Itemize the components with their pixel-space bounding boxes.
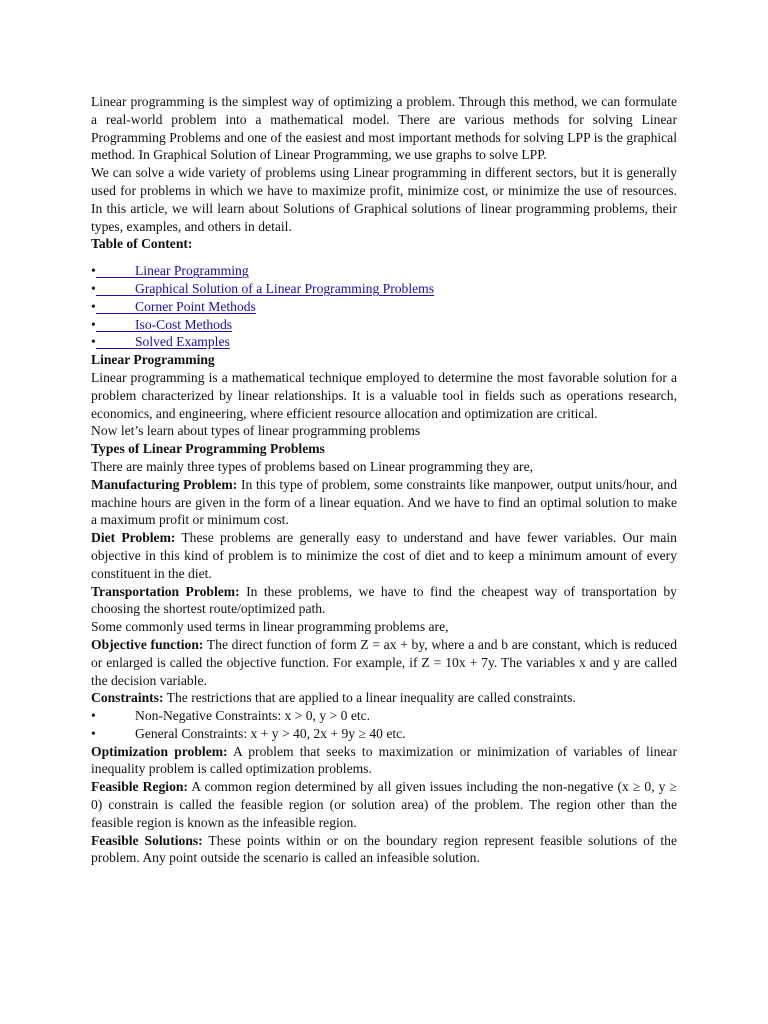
intro-paragraph-2: We can solve a wide variety of problems using Linear programming in different sectors, but it is generally used for problems in which we have to maximize profit, minimize cost, or minimize the use of resources. In this article, we will learn about Solutions of Graphical solutions of linear programming problems, their types, examples, and others in detail. bbox=[91, 165, 677, 234]
toc-link-solved-examples[interactable]: Solved Examples bbox=[135, 334, 230, 350]
toc-link-graphical-solution[interactable]: Graphical Solution of a Linear Programming Problems bbox=[135, 280, 435, 296]
optimization-paragraph bbox=[91, 743, 677, 779]
section-heading-linear-programming: Linear Programming bbox=[91, 352, 215, 368]
bullet-icon: • bbox=[91, 334, 96, 350]
manufacturing-label: Manufacturing Problem: bbox=[91, 476, 238, 492]
objective-paragraph bbox=[91, 636, 677, 689]
bullet-icon: • bbox=[91, 708, 96, 724]
constraints-text: The restrictions that are applied to a linear inequality are called constraints. bbox=[163, 690, 576, 706]
feasible-solutions-label: Feasible Solutions: bbox=[91, 832, 203, 848]
intro-paragraph-1: Linear programming is the simplest way of optimizing a problem. Through this method, we can formulate a real-world problem into a mathematical model. There are various methods for solving Linear Programming Problems and one of the easiest and most important methods for solving LPP is the graphical method. In Graphical Solution of Linear Programming, we use graphs to solve LPP. bbox=[91, 94, 677, 163]
manufacturing-paragraph bbox=[91, 476, 677, 529]
optimization-text: A problem that seeks to maximization or minimization of variables of linear inequality problem is called optimization problems. bbox=[91, 743, 677, 777]
toc-item bbox=[91, 262, 677, 280]
bullet-icon: • bbox=[91, 298, 96, 314]
toc-item bbox=[91, 333, 677, 351]
feasible-region-text: A common region determined by all given issues including the non-negative (x ≥ 0, y ≥ 0) constrain is called the feasible region (or solution area) of the problem. The region other than the feasible region is known as the infeasible region. bbox=[91, 779, 678, 830]
diet-label: Diet Problem: bbox=[91, 530, 176, 546]
manufacturing-text: In this type of problem, some constraints like manpower, output units/hour, and machine hours are given in the form of a linear equation. And we have to find an optimal solution to make a maximum profit or minimum cost. bbox=[91, 476, 678, 528]
toc-link-corner-point-methods[interactable]: Corner Point Methods bbox=[135, 298, 256, 314]
transportation-text: In these problems, we have to find the cheapest way of transportation by choosing the shortest route/optimized path. bbox=[91, 583, 677, 617]
feasible-region-label: Feasible Region: bbox=[91, 779, 188, 795]
bullet-icon: • bbox=[91, 263, 96, 279]
optimization-label: Optimization problem: bbox=[91, 743, 228, 759]
terms-intro: Some commonly used terms in linear programming problems are, bbox=[91, 619, 449, 635]
bullet-icon: • bbox=[91, 316, 96, 332]
constraint-general: General Constraints: x + y > 40, 2x + 9y ≥ 40 etc. bbox=[135, 725, 406, 741]
constraints-list bbox=[91, 707, 677, 743]
feasible-region-paragraph bbox=[91, 778, 677, 831]
lp-transition-line: Now let’s learn about types of linear programming problems bbox=[91, 423, 421, 439]
list-item bbox=[91, 725, 677, 743]
objective-text: The direct function of form Z = ax + by, where a and b are constant, which is reduced or enlarged is called the objective function. For example, if Z = 10x + 7y. The variables x and y are called the decision variable. bbox=[91, 636, 677, 688]
constraints-paragraph bbox=[91, 689, 677, 707]
diet-paragraph bbox=[91, 529, 677, 582]
constraint-non-negative: Non-Negative Constraints: x > 0, y > 0 etc. bbox=[135, 708, 371, 724]
table-of-contents bbox=[91, 262, 677, 351]
toc-title: Table of Content: bbox=[91, 236, 193, 252]
toc-item bbox=[91, 298, 677, 316]
section-heading-types: Types of Linear Programming Problems bbox=[91, 441, 325, 457]
bullet-icon: • bbox=[91, 280, 96, 296]
toc-item bbox=[91, 280, 677, 298]
types-intro: There are mainly three types of problems based on Linear programming they are, bbox=[91, 458, 534, 474]
diet-text: These problems are generally easy to understand and have fewer variables. Our main objective in this kind of problem is to minimize the cost of diet and to keep a minimum amount of every constituent in the diet. bbox=[91, 530, 677, 581]
document-page bbox=[91, 93, 677, 867]
constraints-label: Constraints: bbox=[91, 690, 164, 706]
toc-link-linear-programming[interactable]: Linear Programming bbox=[135, 263, 249, 279]
list-item bbox=[91, 707, 677, 725]
toc-item bbox=[91, 316, 677, 334]
feasible-solutions-text: These points within or on the boundary region represent feasible solutions of the problem. Any point outside the scenario is called an infeasible solution. bbox=[91, 832, 677, 866]
toc-link-iso-cost-methods[interactable]: Iso-Cost Methods bbox=[135, 316, 233, 332]
objective-label: Objective function: bbox=[91, 636, 204, 652]
feasible-solutions-paragraph bbox=[91, 832, 677, 868]
bullet-icon: • bbox=[91, 725, 96, 741]
transportation-paragraph bbox=[91, 583, 677, 619]
lp-body-paragraph: Linear programming is a mathematical technique employed to determine the most favorable solution for a problem characterized by linear relationships. It is a valuable tool in fields such as operations research, economics, and engineering, where efficient resource allocation and optimization are critical. bbox=[91, 369, 677, 421]
transportation-label: Transportation Problem: bbox=[91, 583, 240, 599]
